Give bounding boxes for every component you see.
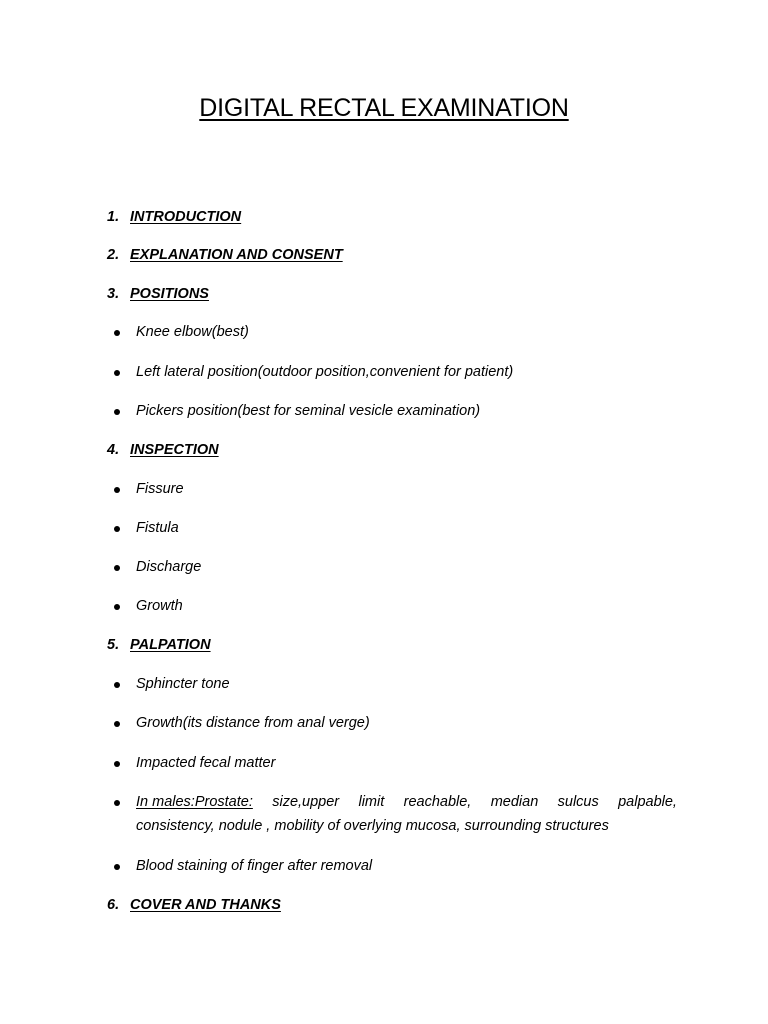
bullet-icon: [114, 330, 120, 336]
section-heading-inspection: [107, 442, 219, 458]
bullet-icon: [114, 864, 120, 870]
section-heading-palpation: [107, 637, 211, 653]
bullet-icon: [114, 487, 120, 493]
prostate-label: In males:Prostate:: [136, 794, 253, 810]
list-item: Knee elbow(best): [110, 324, 249, 340]
section-title: EXPLANATION AND CONSENT: [130, 247, 343, 263]
bullet-icon: [114, 604, 120, 610]
list-item: Sphincter tone: [110, 676, 230, 692]
list-item: Pickers position(best for seminal vesicle examination): [110, 403, 480, 419]
page-title: DIGITAL RECTAL EXAMINATION: [199, 94, 569, 122]
section-number: 3.: [107, 286, 120, 302]
bullet-icon: [114, 409, 120, 415]
list-item: Blood staining of finger after removal: [110, 858, 372, 874]
list-item: Left lateral position(outdoor position,convenient for patient): [110, 364, 513, 380]
bullet-icon: [114, 682, 120, 688]
list-item: Fissure: [110, 481, 184, 497]
section-heading-introduction: [107, 209, 241, 225]
prostate-line-1: In males:Prostate: size,upper limit reachable, median sulcus palpable,: [136, 794, 677, 810]
list-item-prostate: [110, 790, 677, 838]
section-number: 2.: [107, 247, 120, 263]
list-item: Fistula: [110, 520, 179, 536]
section-title: INTRODUCTION: [130, 209, 242, 225]
section-heading-explanation-consent: [107, 247, 343, 263]
section-title: INSPECTION: [130, 442, 219, 458]
section-title: POSITIONS: [130, 286, 209, 302]
list-item: Growth(its distance from anal verge): [110, 715, 370, 731]
section-heading-cover-thanks: [107, 897, 281, 913]
bullet-icon: [114, 526, 120, 532]
list-item: Growth: [110, 598, 183, 614]
section-number: 4.: [107, 442, 120, 458]
bullet-icon: [114, 565, 120, 571]
section-number: 6.: [107, 897, 120, 913]
section-title: PALPATION: [130, 637, 211, 653]
list-item: Discharge: [110, 559, 201, 575]
section-heading-positions: [107, 286, 209, 302]
bullet-icon: [114, 370, 120, 376]
list-item: Impacted fecal matter: [110, 755, 275, 771]
bullet-icon: [114, 800, 120, 806]
bullet-icon: [114, 721, 120, 727]
section-title: COVER AND THANKS: [130, 897, 281, 913]
prostate-line-2: consistency, nodule , mobility of overlying mucosa, surrounding structures: [136, 818, 609, 834]
bullet-icon: [114, 761, 120, 767]
prostate-text: [136, 790, 677, 838]
section-number: 5.: [107, 637, 120, 653]
section-number: 1.: [107, 209, 120, 225]
